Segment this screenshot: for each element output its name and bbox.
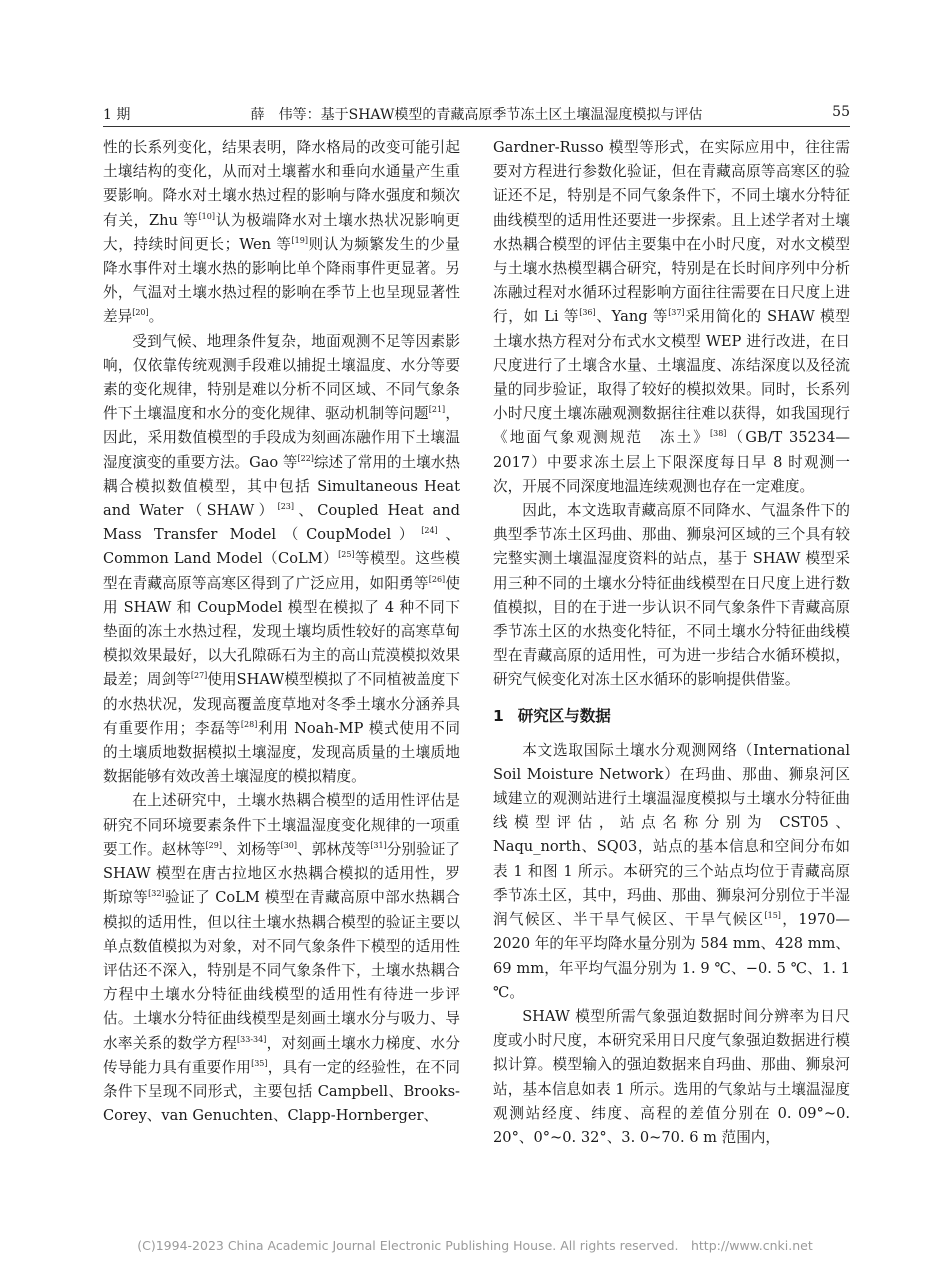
copyright-footer: (C)1994-2023 China Academic Journal Electronic Publishing House. All rights reserved. http://www.cnki.net xyxy=(137,1238,813,1253)
citation: [36] xyxy=(579,308,596,318)
paragraph: Gardner-Russo 模型等形式，在实际应用中，往往需要对方程进行参数化验证，但在青藏高原等高寒区的验证还不足，特别是不同气象条件下，不同土壤水分特征曲线模型的适用性还要进一步探索。且上述学者对土壤水热耦合模型的评估主要集中在小时尺度，对水文模型与土壤水热模型耦合研究，特别是在长时间序列中分析冻融过程对水循环过程影响方面往往需要在日尺度上进行，如 Li 等[36]、Yang 等[37]采用简化的 SHAW 模型土壤水热方程对分布式水文模型 WEP 进行改进，在日尺度进行了土壤含水量、土壤温度、冻结深度以及径流量的同步验证，取得了较好的模拟效果。同时，长系列小时尺度土壤冻融观测数据往往难以获得，如我国现行《地面气象观测规范 冻土》[38]（GB/T 35234—2017）中要求冻土层上下限深度每日早 8 时观测一次，开展不同深度地温连续观测也存在一定难度。 xyxy=(493,139,850,495)
citation: [27] xyxy=(190,671,208,681)
citation: [10] xyxy=(198,211,215,221)
left-column xyxy=(103,136,460,1128)
citation: [35] xyxy=(251,1058,268,1068)
citation: [19] xyxy=(291,235,308,245)
section-heading xyxy=(493,704,850,728)
citation: [22] xyxy=(297,453,314,463)
paragraph: 受到气候、地理条件复杂，地面观测不足等因素影响，仅依靠传统观测手段难以捕捉土壤温度、水分等要素的变化规律，特别是难以分析不同区域、不同气象条件下土壤温度和水分的变化规律、驱动机制等问题[21]，因此，采用数值模型的手段成为刻画冻融作用下土壤温湿度演变的重要方法。Gao 等[22]综述了常用的土壤水热耦合模拟数值模型，其中包括 Simultaneous Heat and Water（SHAW）[23]、Coupled Heat and Mass Transfer Model（CoupModel）[24]、Common Land Model（CoLM）[25]等模型。这些模型在青藏高原等高寒区得到了广泛应用，如阳勇等[26]使用 SHAW 和 CoupModel 模型在模拟了 4 种不同下垫面的冻土水热过程，发现土壤均质性较好的高寒草甸模拟效果最好，以大孔隙砾石为主的高山荒漠模拟效果最差；周剑等[27]使用SHAW模型模拟了不同植被盖度下的水热状况，发现高覆盖度草地对冬季土壤水分涵养具有重要作用；李磊等[28]利用 Noah-MP 模式使用不同的土壤质地数据模拟土壤湿度，发现高质量的土壤质地数据能够有效改善土壤湿度的模拟精度。 xyxy=(103,332,460,786)
paragraph: 因此，本文选取青藏高原不同降水、气温条件下的典型季节冻土区玛曲、那曲、狮泉河区域的三个具有较完整实测土壤温湿度资料的站点，基于 SHAW 模型采用三种不同的土壤水分特征曲线模型在日尺度上进行数值模拟，目的在于进一步认识不同气象条件下青藏高原季节冻土区的水热变化特征，不同土壤水分特征曲线模型在青藏高原的适用性，可为进一步结合水循环模拟，研究气候变化对冻土区水循环的影响提供借鉴。 xyxy=(493,502,850,689)
citation: [25] xyxy=(338,550,355,560)
citation: [24] xyxy=(421,526,438,536)
paragraph: 在上述研究中，土壤水热耦合模型的适用性评估是研究不同环境要素条件下土壤温湿度变化规律的一项重要工作。赵林等[29]、刘杨等[30]、郭林茂等[31]分别验证了 SHAW 模型在唐古拉地区水热耦合模拟的适用性，罗斯琼等[32]验证了 CoLM 模型在青藏高原中部水热耦合模拟的适用性，但以往土壤水热耦合模型的验证主要以单点数值模拟为对象，对不同气象条件下模型的适用性评估还不深入，特别是不同气象条件下，土壤水热耦合方程中土壤水分特征曲线模型的适用性有待进一步评估。土壤水分特征曲线模型是刻画土壤水分与吸力、导水率关系的数学方程[33-34]，对刻画土壤水力梯度、水分传导能力具有重要作用[35]，具有一定的经验性，在不同条件下呈现不同形式，主要包括 Campbell、Brooks-Corey、van Genuchten、Clapp-Hornberger、 xyxy=(103,792,460,1125)
citation: [37] xyxy=(668,308,685,318)
issue-label: 1 期 xyxy=(103,107,131,123)
page-number: 55 xyxy=(832,104,850,120)
citation: [31] xyxy=(370,840,387,850)
right-column xyxy=(493,136,850,1150)
citation: [32] xyxy=(148,889,165,899)
citation: [23] xyxy=(277,502,295,512)
running-title: 薛 伟等：基于SHAW模型的青藏高原季节冻土区土壤温湿度模拟与评估 xyxy=(250,107,703,123)
citation: [29] xyxy=(205,840,222,850)
citation: [15] xyxy=(764,911,781,921)
citation: [28] xyxy=(240,719,258,729)
paragraph: 性的长系列变化，结果表明，降水格局的改变可能引起土壤结构的变化，从而对土壤蓄水和垂向水通量产生重要影响。降水对土壤水热过程的影响与降水强度和频次有关，Zhu 等[10]认为极端降水对土壤水热状况影响更大，持续时间更长；Wen 等[19]则认为频繁发生的少量降水事件对土壤水热的影响比单个降雨事件更显著。另外，气温对土壤水热过程的影响在季节上也呈现显著性差异[20]。 xyxy=(103,139,460,326)
section-number: 1 xyxy=(493,706,504,725)
section-title: 研究区与数据 xyxy=(517,706,611,725)
running-header xyxy=(103,104,850,127)
citation: [21] xyxy=(428,405,446,415)
citation: [20] xyxy=(132,308,149,318)
paragraph: SHAW 模型所需气象强迫数据时间分辨率为日尺度或小时尺度，本研究采用日尺度气象强迫数据进行模拟计算。模型输入的强迫数据来自玛曲、那曲、狮泉河站，基本信息如表 1 所示。选用的气象站与土壤温湿度观测站经度、纬度、高程的差值分别在 0. 09°~0. 20°、0°~0. 32°、3. 0~70. 6 m 范围内， xyxy=(493,1007,850,1146)
citation: [38] xyxy=(709,429,727,439)
citation: [33-34] xyxy=(237,1034,267,1044)
citation: [30] xyxy=(280,840,298,850)
paragraph: 本文选取国际土壤水分观测网络（International Soil Moisture Network）在玛曲、那曲、狮泉河区域建立的观测站进行土壤温湿度模拟与土壤水分特征曲线模型评估，站点名称分别为 CST05、Naqu_north、SQ03，站点的基本信息和空间分布如表 1 和图 1 所示。本研究的三个站点均位于青藏高原季节冻土区，其中，玛曲、那曲、狮泉河分别位于半湿润气候区、半干旱气候区、干旱气候区[15]，1970—2020 年的年平均降水量分别为 584 mm、428 mm、69 mm，年平均气温分别为 1. 9 ℃、−0. 5 ℃、1. 1 ℃。 xyxy=(493,741,850,1001)
citation: [26] xyxy=(428,574,446,584)
